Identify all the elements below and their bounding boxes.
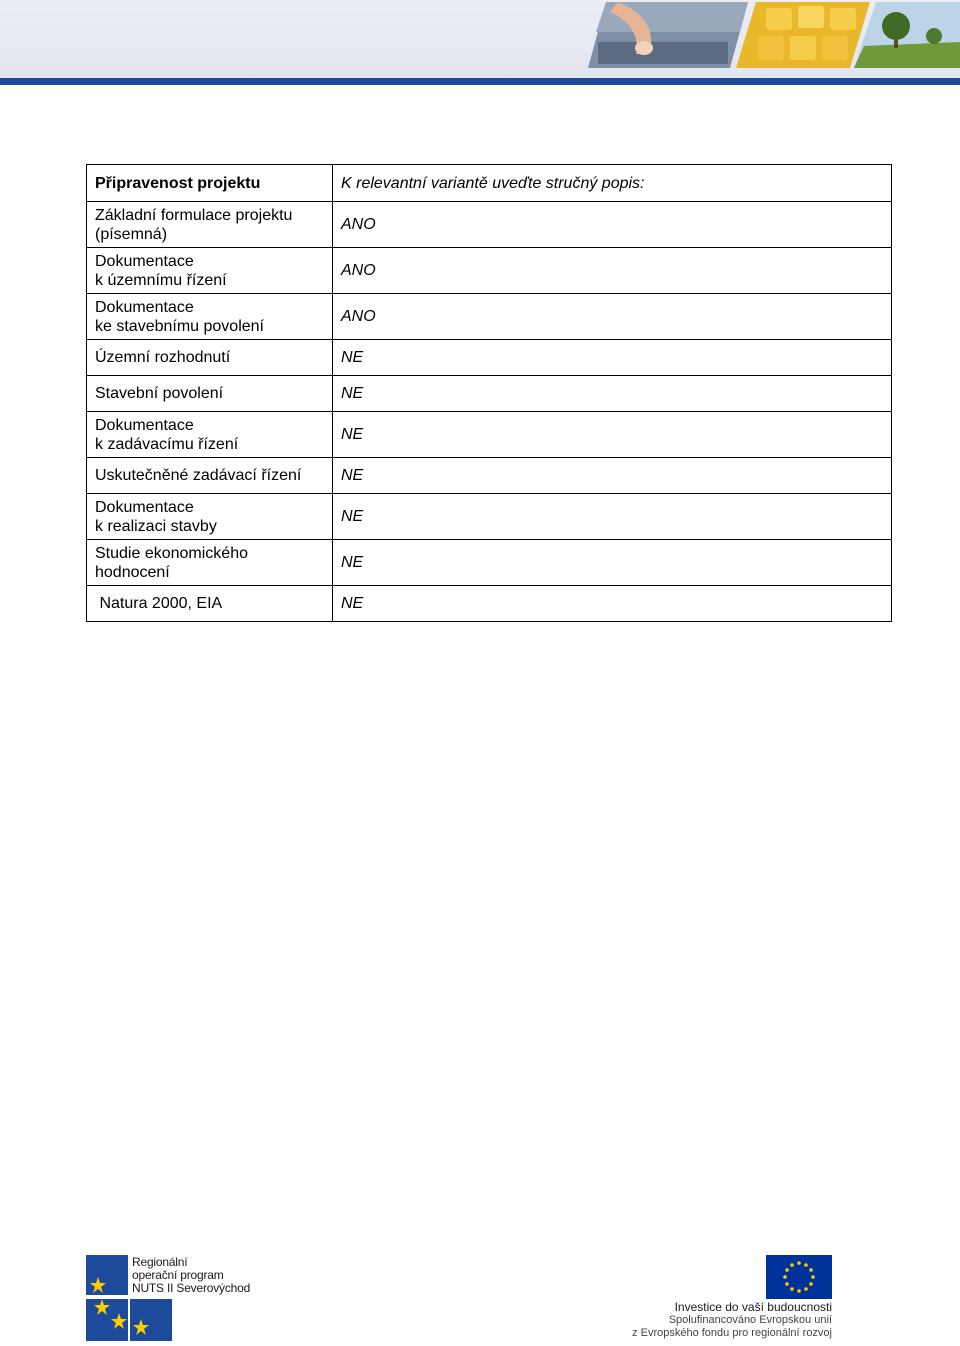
row-value: NE <box>333 458 892 494</box>
table-row <box>87 202 892 248</box>
rop-line: operační program <box>132 1268 224 1282</box>
row-label <box>87 202 333 248</box>
row-label <box>87 586 333 622</box>
header-readiness: Připravenost projektu <box>87 165 333 202</box>
row-value: ANO <box>333 294 892 340</box>
label-line: Dokumentace <box>95 298 194 316</box>
header-description: K relevantní variantě uveďte stručný popis: <box>333 165 892 202</box>
table-header-row <box>87 165 892 202</box>
label-line: Územní rozhodnutí <box>95 349 231 366</box>
eu-logo <box>620 1255 832 1341</box>
row-label <box>87 294 333 340</box>
label-line: hodnocení <box>95 563 170 581</box>
table-row <box>87 294 892 340</box>
row-value: ANO <box>333 202 892 248</box>
table-row <box>87 376 892 412</box>
row-value: NE <box>333 376 892 412</box>
label-line: Dokumentace <box>95 252 194 270</box>
rop-line: Regionální <box>132 1255 188 1269</box>
table-row <box>87 248 892 294</box>
label-line: k realizaci stavby <box>95 517 217 535</box>
row-label <box>87 376 333 412</box>
row-value: ANO <box>333 248 892 294</box>
hand-keyboard-photo <box>588 2 748 68</box>
table-row <box>87 458 892 494</box>
label-line: Základní formulace projektu <box>95 206 293 224</box>
table-row <box>87 340 892 376</box>
row-label <box>87 458 333 494</box>
rop-logo-text <box>132 1256 250 1295</box>
row-label <box>87 248 333 294</box>
eu-line: Investice do vaší budoucnosti <box>674 1300 832 1314</box>
row-value: NE <box>333 340 892 376</box>
label-line: Dokumentace <box>95 498 194 516</box>
label-line: Uskutečněné zadávací řízení <box>95 467 302 484</box>
row-label <box>87 412 333 458</box>
row-value: NE <box>333 586 892 622</box>
row-label <box>87 494 333 540</box>
eu-flag-icon <box>766 1255 832 1299</box>
label-line: Natura 2000, EIA <box>95 595 223 612</box>
eu-line: z Evropského fondu pro regionální rozvoj <box>632 1327 832 1339</box>
header-banner <box>0 0 960 86</box>
rop-logo <box>86 1255 286 1341</box>
label-line: Studie ekonomického <box>95 544 248 562</box>
yellow-keys-photo <box>736 2 870 68</box>
label-line: ke stavebnímu povolení <box>95 317 264 335</box>
project-readiness-table <box>86 164 892 622</box>
eu-logo-text <box>632 1301 832 1340</box>
label-line: Stavební povolení <box>95 385 224 402</box>
table-row <box>87 494 892 540</box>
header-rule <box>0 78 960 85</box>
table-row <box>87 540 892 586</box>
label-line: Dokumentace <box>95 416 194 434</box>
label-line: k územnímu řízení <box>95 271 227 289</box>
eu-line: Spolufinancováno Evropskou unií <box>668 1314 832 1326</box>
table-row <box>87 412 892 458</box>
row-value: NE <box>333 540 892 586</box>
label-line: k zadávacímu řízení <box>95 435 239 453</box>
label-line: (písemná) <box>95 225 168 243</box>
row-label <box>87 340 333 376</box>
landscape-tree-photo <box>854 2 960 68</box>
row-value: NE <box>333 412 892 458</box>
row-value: NE <box>333 494 892 540</box>
table-row <box>87 586 892 622</box>
header-photos <box>588 2 960 68</box>
rop-line: NUTS II Severovýchod <box>132 1281 251 1295</box>
row-label <box>87 540 333 586</box>
